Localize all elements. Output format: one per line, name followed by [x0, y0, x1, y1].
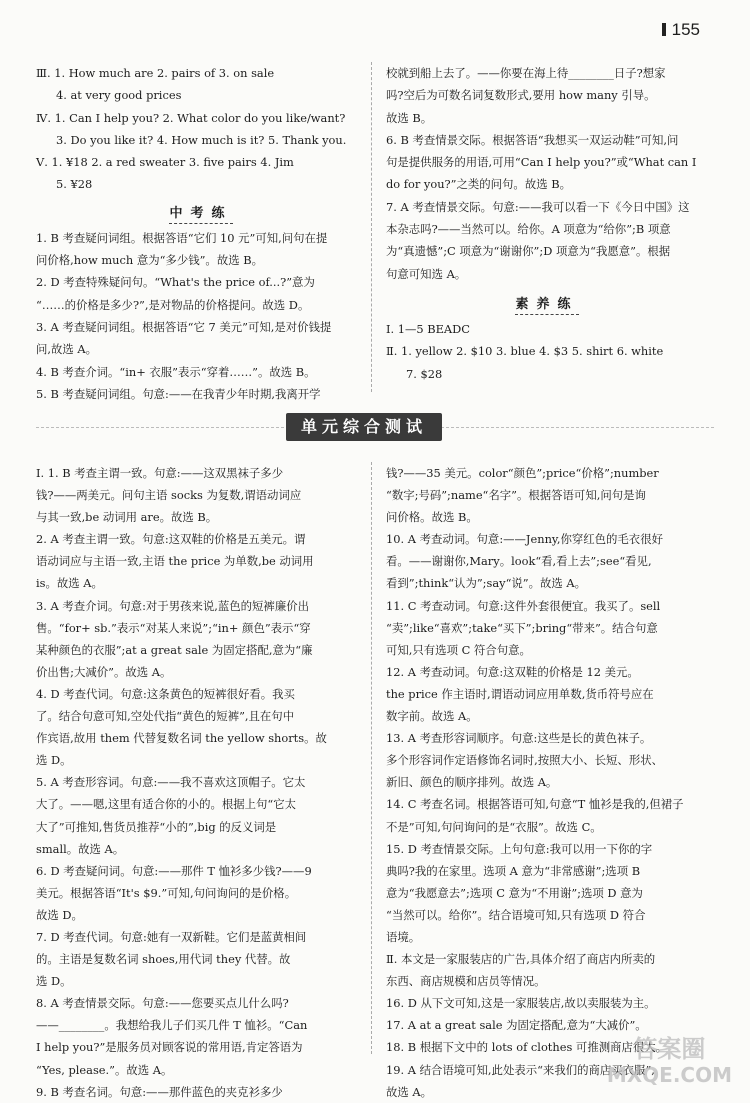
text-line: 本杂志吗?——当然可以。给你。A 项意为“给你”;B 项意: [386, 222, 671, 237]
text-line: 3. A 考查介词。句意:对于男孩来说,蓝色的短裤廉价出: [36, 598, 309, 613]
text-line: 看到”;think“认为”;say“说”。故选 A。: [386, 576, 587, 591]
text-line: 句意可知选 A。: [386, 266, 467, 281]
text-line: 典吗?我的在家里。选项 A 意为“非常感谢”;选项 B: [386, 863, 641, 878]
text-line: 故选 B。: [386, 110, 433, 125]
text-line: 看。——谢谢你,Mary。look“看,看上去”;see“看见,: [386, 554, 652, 569]
text-line: 3. A 考查疑问词组。根据答语“它 7 美元”可知,是对价钱提: [36, 319, 332, 334]
text-line: 4. B 考查介词。“in+ 衣服”表示“穿着……”。故选 B。: [36, 364, 316, 379]
text-line: 可知,只有选项 C 符合句意。: [386, 642, 531, 657]
top-left-column: [36, 62, 366, 405]
unit-test-banner: 单元综合测试: [286, 413, 442, 441]
text-line: 了。结合句意可知,空处代指“黄色的短裤”,且在句中: [36, 709, 295, 724]
text-line: 吗?空后为可数名词复数形式,要用 how many 引导。: [386, 88, 656, 103]
text-line: 不是”可知,句问询问的是“衣服”。故选 C。: [386, 819, 602, 834]
text-line: 10. A 考查动词。句意:——Jenny,你穿红色的毛衣很好: [386, 532, 663, 547]
text-line: 句是提供服务的用语,可用“Can I help you?”或“What can I: [386, 155, 697, 170]
text-line: 的。主语是复数名词 shoes,用代词 they 代替。故: [36, 952, 291, 967]
text-line: 6. D 考查疑问词。句意:——那件 T 恤衫多少钱?——9: [36, 863, 312, 878]
suyang-answers: [386, 318, 708, 385]
text-line: 校就到船上去了。——你要在海上待________日子?想家: [386, 66, 666, 80]
zhongkao-answers-continued: [386, 62, 708, 285]
text-line: 4. at very good prices: [56, 88, 182, 103]
text-line: Ⅲ. 1. How much are 2. pairs of 3. on sale: [36, 66, 275, 80]
text-line: Ⅰ. 1. B 考查主谓一致。句意:——这双黑袜子多少: [36, 466, 284, 480]
text-line: 3. Do you like it? 4. How much is it? 5. Thank you.: [56, 132, 347, 147]
text-line: 多个形容词作定语修饰名词时,按照大小、长短、形状、: [386, 753, 663, 768]
text-line: “数字;号码”;name“名字”。根据答语可知,问句是询: [386, 488, 646, 503]
text-line: 1. B 考查疑问词组。根据答语“它们 10 元”可知,问句在提: [36, 230, 328, 245]
section-title-suyang: [386, 293, 708, 312]
text-line: 美元。根据答语“It's $9.”可知,句问询问的是价格。: [36, 885, 297, 900]
section-title-zhongkao-text: 中考练: [169, 206, 232, 224]
text-line: 大了。——嗯,这里有适合你的小的。根据上句“它太: [36, 797, 297, 812]
text-line: Ⅰ. 1—5 BEADC: [386, 321, 471, 336]
text-line: “……的价格是多少?”,是对物品的价格提问。故选 D。: [36, 297, 310, 312]
text-line: 价出售;大减价”。故选 A。: [36, 664, 172, 679]
text-line: 语动词应与主语一致,主语 the price 为单数,be 动词用: [36, 554, 314, 569]
text-line: 7. $28: [406, 366, 443, 381]
text-line: 问,故选 A。: [36, 342, 98, 357]
text-line: is。故选 A。: [36, 576, 103, 591]
text-line: 12. A 考查动词。句意:这双鞋的价格是 12 美元。: [386, 664, 639, 679]
text-line: 8. A 考查情景交际。句意:——您要买点儿什么吗?: [36, 996, 289, 1011]
text-line: “当然可以。给你”。结合语境可知,只有选项 D 符合: [386, 907, 646, 922]
text-line: 新旧、颜色的顺序排列。故选 A。: [386, 775, 558, 790]
text-line: 作宾语,故用 them 代替复数名词 the yellow shorts。故: [36, 731, 327, 746]
text-line: 大了”可推知,售货员推荐“小的”,big 的反义词是: [36, 819, 277, 834]
text-line: 某种颜色的衣服”;at a great sale 为固定搭配,意为“廉: [36, 642, 313, 657]
text-line: Ⅱ. 本文是一家服装店的广告,具体介绍了商店内所卖的: [386, 952, 656, 967]
text-line: 选 D。: [36, 753, 72, 768]
text-line: 13. A 考查形容词顺序。句意:这些是长的黄色袜子。: [386, 731, 652, 746]
text-line: do for you?”之类的问句。故选 B。: [386, 177, 571, 192]
text-line: 为“真遗憾”;C 项意为“谢谢你”;D 项意为“我愿意”。根据: [386, 244, 671, 259]
text-line: 19. A 结合语境可知,此处表示“来我们的商店买衣服”,: [386, 1062, 655, 1077]
watermark-logo: [607, 1036, 732, 1088]
text-line: “卖”;like“喜欢”;take“买下”;bring“带来”。结合句意: [386, 620, 658, 635]
page-number-bar: [662, 23, 666, 36]
text-line: 7. A 考查情景交际。句意:——我可以看一下《今日中国》这: [386, 199, 690, 214]
bottom-column-divider: [371, 462, 372, 1054]
text-line: 语境。: [386, 929, 421, 944]
section-title-zhongkao: [36, 202, 366, 221]
text-line: 18. B 根据下文中的 lots of clothes 可推测商店很大。: [386, 1040, 668, 1055]
text-line: 2. A 考查主谓一致。句意:这双鞋的价格是五美元。谓: [36, 532, 306, 547]
text-line: 11. C 考查动词。句意:这件外套很便宜。我买了。sell: [386, 598, 661, 613]
bottom-right-column: [386, 462, 708, 1103]
text-line: Ⅴ. 1. ¥18 2. a red sweater 3. five pairs 4. Jim: [36, 155, 294, 170]
text-line: 售。“for+ sb.”表示“对某人来说”;“in+ 颜色”表示“穿: [36, 620, 311, 635]
page-number: [662, 20, 700, 40]
text-line: 14. C 考查名词。根据答语可知,句意“T 恤衫是我的,但裙子: [386, 797, 684, 812]
answers-block-3-5: [36, 62, 366, 196]
top-column-divider: [371, 62, 372, 392]
text-line: 钱?——两美元。问句主语 socks 为复数,谓语动词应: [36, 488, 302, 503]
text-line: ——________。我想给我儿子们买几件 T 恤衫。“Can: [36, 1018, 308, 1033]
text-line: 数字前。故选 A。: [386, 709, 478, 724]
text-line: 与其一致,be 动词用 are。故选 B。: [36, 510, 218, 525]
text-line: 9. B 考查名词。句意:——那件蓝色的夹克衫多少: [36, 1084, 283, 1099]
text-line: 17. A at a great sale 为固定搭配,意为“大减价”。: [386, 1018, 647, 1033]
unit-test-answers-right: [386, 462, 708, 1103]
text-line: 问价格。故选 B。: [386, 510, 478, 525]
watermark-text-1: 答案圈: [633, 1035, 706, 1063]
text-line: 7. D 考查代词。句意:她有一双新鞋。它们是蓝黄相间: [36, 929, 307, 944]
zhongkao-answers: [36, 227, 366, 405]
bottom-left-column: [36, 462, 366, 1103]
text-line: 6. B 考查情景交际。根据答语“我想买一双运动鞋”可知,问: [386, 132, 679, 147]
text-line: 15. D 考查情景交际。上句句意:我可以用一下你的字: [386, 841, 653, 856]
text-line: small。故选 A。: [36, 841, 125, 856]
text-line: 5. A 考查形容词。句意:——我不喜欢这顶帽子。它太: [36, 775, 306, 790]
text-line: “Yes, please.”。故选 A。: [36, 1062, 173, 1077]
text-line: 16. D 从下文可知,这是一家服装店,故以卖服装为主。: [386, 996, 656, 1011]
text-line: 意为“我愿意去”;选项 C 意为“不用谢”;选项 D 意为: [386, 885, 643, 900]
page-number-text: 155: [671, 20, 700, 39]
text-line: 钱?——35 美元。color“颜色”;price“价格”;number: [386, 466, 659, 480]
text-line: 5. B 考查疑问词组。句意:——在我青少年时期,我离开学: [36, 386, 321, 401]
section-title-suyang-text: 素养练: [515, 297, 578, 315]
text-line: 2. D 考查特殊疑问句。“What's the price of...?”意为: [36, 275, 315, 290]
text-line: 选 D。: [36, 974, 72, 989]
text-line: I help you?”是服务员对顾客说的常用语,肯定答语为: [36, 1040, 303, 1055]
text-line: Ⅱ. 1. yellow 2. $10 3. blue 4. $3 5. shirt 6. white: [386, 344, 664, 359]
text-line: 4. D 考查代词。句意:这条黄色的短裤很好看。我买: [36, 686, 295, 701]
text-line: the price 作主语时,谓语动词应用单数,货币符号应在: [386, 686, 654, 701]
watermark-text-2: MXQE.COM: [606, 1063, 732, 1087]
text-line: 问价格,how much 意为“多少钱”。故选 B。: [36, 253, 263, 268]
text-line: Ⅳ. 1. Can I help you? 2. What color do you like/want?: [36, 110, 346, 125]
text-line: 5. ¥28: [56, 177, 93, 192]
text-line: 东西、商店规模和店员等情况。: [386, 974, 546, 989]
top-right-column: [386, 62, 708, 385]
unit-test-answers-left: [36, 462, 366, 1103]
text-line: 故选 A。: [386, 1084, 433, 1099]
text-line: 故选 D。: [36, 907, 83, 922]
